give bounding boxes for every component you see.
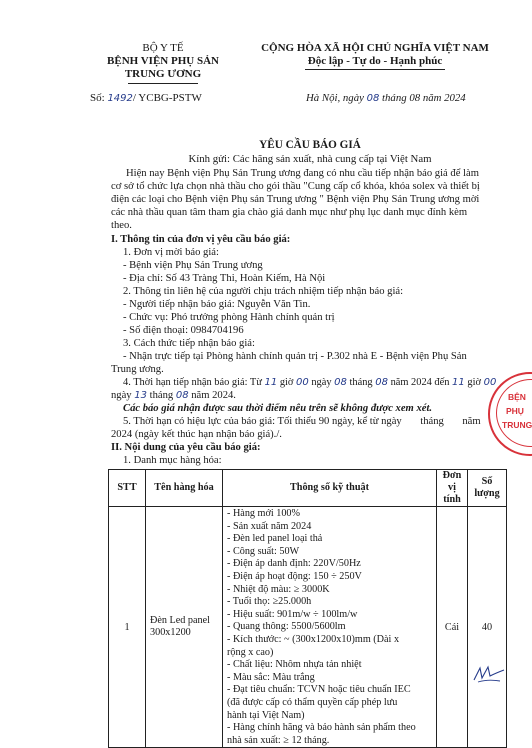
table-header-row <box>109 470 507 507</box>
cell-name: Đèn Led panel 300x1200 <box>146 507 223 748</box>
deadline-text-c: ngày <box>311 377 332 388</box>
validity-line-2: 2024 (ngày kết thúc hạn nhận báo giá)./. <box>111 429 282 440</box>
doc-number-prefix: Số: <box>90 92 105 104</box>
section-1-title: I. Thông tin của đơn vị yêu cầu báo giá: <box>111 234 291 245</box>
spec-line: - Đạt tiêu chuẩn: TCVN hoặc tiêu chuẩn IEC <box>227 684 411 696</box>
deadline-minute-start: 00 <box>296 377 309 388</box>
deadline-text-b: giờ <box>279 377 294 388</box>
deadline-line-1 <box>123 376 496 389</box>
stamp-text-3: TRUNG <box>502 420 532 430</box>
th-name: Tên hàng hóa <box>146 470 223 507</box>
date-prefix: Hà Nội, ngày <box>306 92 364 104</box>
spec-line: - Chất liệu: Nhôm nhựa tản nhiệt <box>227 659 362 671</box>
s1-line-4: 2. Thông tin liên hệ của người chịu trách nhiệm tiếp nhận báo giá: <box>123 286 404 297</box>
validity-line-1: 5. Thời hạn có hiệu lực của báo giá: Tối thiểu 90 ngày, kể từ ngày tháng năm <box>123 416 481 427</box>
cell-unit: Cái <box>437 507 468 748</box>
initial-signature <box>472 664 506 686</box>
spec-line: - Hiệu suất: 901m/w ÷ 100lm/w <box>227 608 358 620</box>
hospital-name-line2: TRUNG ƯƠNG <box>124 68 202 80</box>
addressee: Kính gửi: Các hãng sản xuất, nhà cung cấp tại Việt Nam <box>188 153 432 165</box>
date-day-handwritten: 08 <box>366 93 380 104</box>
ministry-name: BỘ Y TẾ <box>142 42 184 54</box>
nation-name: CỘNG HÒA XÃ HỘI CHỦ NGHĨA VIỆT NAM <box>261 42 489 54</box>
cell-specs <box>223 507 437 748</box>
deadline-line-2 <box>111 389 236 402</box>
date-suffix: tháng 08 năm 2024 <box>382 92 466 104</box>
spec-line: - Điện áp hoạt động: 150 ÷ 250V <box>227 570 362 582</box>
deadline-text-h: tháng <box>149 390 174 401</box>
national-motto: Độc lập - Tự do - Hạnh phúc <box>307 55 443 67</box>
th-stt: STT <box>109 470 146 507</box>
spec-line: - Nhiệt độ màu: ≥ 3000K <box>227 583 330 595</box>
deadline-text-f: giờ <box>467 377 481 388</box>
spec-line: - Quang thông: 5500/5600lm <box>227 621 346 633</box>
motto-underline <box>305 69 445 70</box>
s1-line-3: - Địa chỉ: Số 43 Tràng Thi, Hoàn Kiếm, Hà Nội <box>123 273 326 284</box>
spec-line: - Điện áp danh định: 220V/50Hz <box>227 558 361 570</box>
deadline-minute-end: 00 <box>483 377 497 388</box>
late-notice: Các báo giá nhận được sau thời điểm nêu trên sẽ không được xem xét. <box>123 403 433 414</box>
spec-line: nhà sản xuất: ≥ 12 tháng. <box>227 734 330 746</box>
hospital-name-line1: BỆNH VIỆN PHỤ SẢN <box>107 55 219 67</box>
spec-line: - Sản xuất năm 2024 <box>227 520 312 532</box>
deadline-month-start: 08 <box>375 377 388 388</box>
intro-line-5: theo. <box>111 220 132 231</box>
spec-line: - Hàng mới 100% <box>227 508 301 519</box>
document-title: YÊU CẦU BÁO GIÁ <box>259 139 361 151</box>
s1-line-1: 1. Đơn vị mời báo giá: <box>123 247 219 258</box>
goods-table <box>108 469 507 748</box>
spec-line: - Đèn led panel loại thả <box>227 533 323 545</box>
th-unit: Đơn vị tính <box>437 470 468 507</box>
table-row <box>109 507 507 748</box>
spec-line: - Hàng chính hãng và bảo hành sản phẩm theo <box>227 722 416 734</box>
deadline-month-end: 08 <box>175 390 189 401</box>
spec-line: hành tại Việt Nam) <box>227 709 305 721</box>
s1-line-9: - Nhận trực tiếp tại Phòng hành chính quản trị - P.302 nhà E - Bệnh viện Phụ Sản <box>123 351 467 362</box>
th-qty: Số lượng <box>468 470 507 507</box>
spec-line: - Tuổi thọ: ≥25.000h <box>227 596 312 608</box>
doc-number-suffix: / YCBG-PSTW <box>132 92 202 104</box>
deadline-hour-start: 11 <box>264 377 278 388</box>
spec-line: - Công suất: 50W <box>227 545 300 557</box>
spec-line: - Màu sắc: Màu trắng <box>227 671 315 683</box>
issue-date <box>306 92 466 104</box>
spec-line: (đã được cấp có thẩm quyền cấp phép lưu <box>227 696 398 708</box>
deadline-day-end: 13 <box>134 390 147 401</box>
header-left <box>88 42 238 84</box>
s1-line-8: 3. Cách thức tiếp nhận báo giá: <box>123 338 255 349</box>
header-right <box>240 42 510 70</box>
intro-line-4: các nhà thầu quan tâm tham gia chào giá danh mục như phụ lục danh mục đính kèm <box>111 207 468 218</box>
deadline-day-start: 08 <box>334 377 347 388</box>
hospital-underline <box>128 83 198 84</box>
deadline-text-g: ngày <box>111 390 132 401</box>
deadline-text-i: năm 2024. <box>191 390 236 401</box>
s1-line-6: - Chức vụ: Phó trưởng phòng Hành chính quản trị <box>123 312 335 323</box>
s1-line-5: - Người tiếp nhận báo giá: Nguyễn Văn Tin. <box>123 299 311 310</box>
s2-line-1: 1. Danh mục hàng hóa: <box>123 455 222 466</box>
doc-number <box>90 92 202 104</box>
deadline-text-a: 4. Thời hạn tiếp nhận báo giá: Từ <box>123 377 262 388</box>
deadline-hour-end: 11 <box>452 377 465 388</box>
intro-line-1: Hiện nay Bệnh viện Phụ Sản Trung ương đang có nhu cầu tiếp nhận báo giá để làm <box>126 168 479 179</box>
s1-line-7: - Số điện thoại: 0984704196 <box>123 325 244 336</box>
cell-qty: 40 <box>468 507 507 748</box>
stamp-text-2: PHỤ <box>506 406 524 416</box>
cell-stt: 1 <box>109 507 146 748</box>
spec-line: rộng x cao) <box>227 646 274 658</box>
s1-line-2: - Bệnh viện Phụ Sản Trung ương <box>123 260 263 271</box>
spec-line: - Kích thước: ~ (300x1200x10)mm (Dài x <box>227 633 400 645</box>
stamp-text-1: BỆN <box>508 392 526 402</box>
th-specs: Thông số kỹ thuật <box>223 470 437 507</box>
doc-number-handwritten: 1492 <box>107 93 133 104</box>
section-2-title: II. Nội dung của yêu cầu báo giá: <box>111 442 261 453</box>
intro-line-2: cơ sở tổ chức lựa chọn nhà thầu cho gói thầu "Cung cấp cổ khóa, khóa solex và thiết bị <box>111 181 480 192</box>
intro-line-3: điện các loại cho Bệnh viện Phụ sản Trung ương " Bệnh viện Phụ Sản Trung ương mời <box>111 194 480 205</box>
deadline-text-d: tháng <box>349 377 373 388</box>
s1-line-10: Trung ương. <box>111 364 164 375</box>
deadline-text-e: năm 2024 đến <box>390 377 450 388</box>
